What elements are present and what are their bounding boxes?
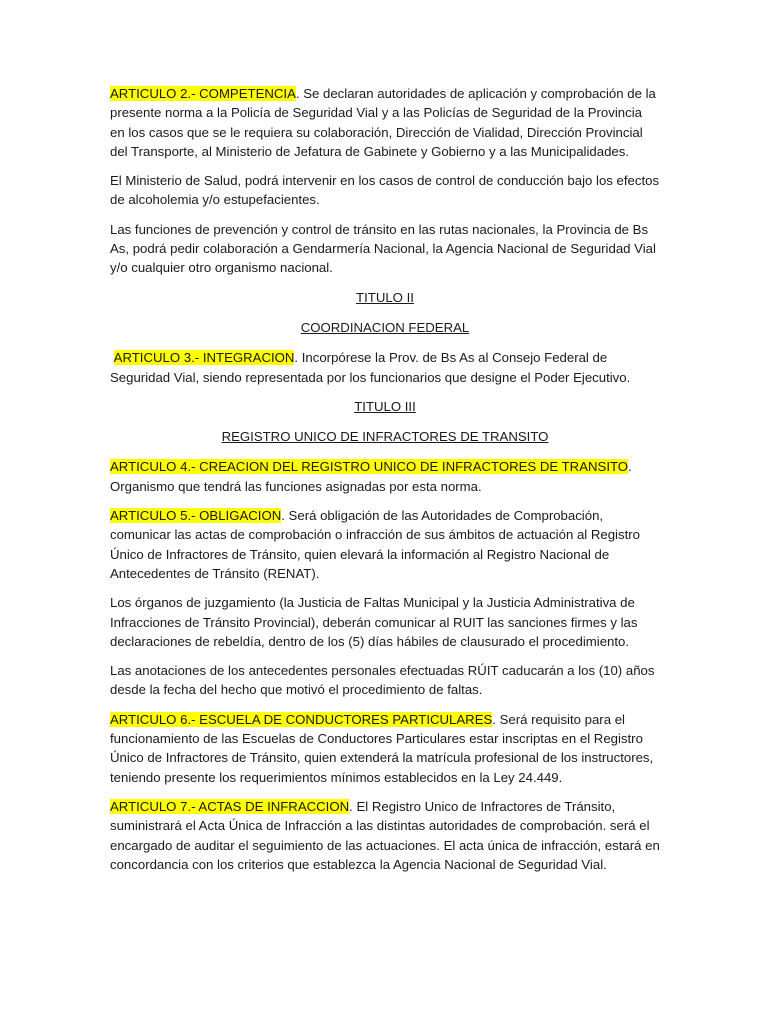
article-3-paragraph <box>110 348 660 387</box>
article-5-body: . Será obligación de las Autoridades de Comprobación, comunicar las actas de comprobación o infracción de sus ámbitos de actuación al Registro Único de Infractores de Tránsito, quien elevará la información al Registro Nacional de Antecedentes de Tránsito (RENAT). <box>110 508 640 581</box>
article-6-body: . Será requisito para el funcionamiento de las Escuelas de Conductores Particulares estar inscriptas en el Registro Único de Infractores de Tránsito, quien extenderá la matrícula profesional de los instructores, teniendo presente los requerimientos mínimos establecidos en la Ley 24.449. <box>110 711 654 785</box>
subtitle-2-text: COORDINACION FEDERAL <box>300 319 470 335</box>
subtitle-2 <box>110 318 660 337</box>
article-7-heading: ARTICULO 7.- ACTAS DE INFRACCION <box>110 798 350 814</box>
article-4-heading: ARTICULO 4.- CREACION DEL REGISTRO UNICO DE INFRACTORES DE TRANSITO <box>110 459 629 475</box>
subtitle-3-text: REGISTRO UNICO DE INFRACTORES DE TRANSITO <box>221 429 549 445</box>
article-2-body: . Se declaran autoridades de aplicación y comprobación de la presente norma a la Policía de Seguridad Vial y a las Policías de Seguridad de la Provincia en los casos que se le requiera su colaboración, Dirección de Vialidad, Dirección Provincial del Transporte, al Ministerio de Jefatura de Gabinete y Gobierno y a las Municipalidades. <box>110 86 656 159</box>
article-2-heading: ARTICULO 2.- COMPETENCIA <box>110 86 296 101</box>
article-6-paragraph <box>110 710 660 787</box>
article-4-body: . Organismo que tendrá las funciones asignadas por esta norma. <box>110 459 632 494</box>
title-3 <box>110 397 660 416</box>
article-3-heading: ARTICULO 3.- INTEGRACION <box>113 350 295 366</box>
article-3-body: . Incorpórese la Prov. de Bs As al Consejo Federal de Seguridad Vial, siendo representada por los funcionarios que designe el Poder Ejecutivo. <box>110 350 631 385</box>
article-5-paragraph <box>110 506 660 583</box>
article-7-body: . El Registro Unico de Infractores de Tránsito, suministrará el Acta Única de Infracción a las distintas autoridades de comprobación. será el encargado de auditar el seguimiento de las actuaciones. El acta única de infracción, estará en concordancia con los criterios que establezca la Agencia Nacional de Seguridad Vial. <box>110 798 660 872</box>
title-3-text: TITULO III <box>354 398 416 414</box>
article-2-paragraph <box>110 84 660 161</box>
annotations-paragraph: Las anotaciones de los antecedentes personales efectuadas RÚIT caducarán a los (10) años desde la fecha del hecho que motivó el procedimiento de faltas. <box>110 663 655 698</box>
document-page <box>110 84 660 884</box>
judging-bodies-paragraph: Los órganos de juzgamiento (la Justicia de Faltas Municipal y la Justicia Administrativa de Infracciones de Tránsito Provincial), deberán comunicar al RUIT las sanciones firmes y las declaraciones de rebeldía, dentro de los (5) días hábiles de clausurado el procedimiento. <box>110 595 638 649</box>
subtitle-3 <box>110 427 660 446</box>
title-2 <box>110 288 660 307</box>
health-ministry-paragraph: El Ministerio de Salud, podrá intervenir en los casos de control de conducción bajo los efectos de alcoholemia y/o estupefacientes. <box>110 173 660 208</box>
title-2-text: TITULO II <box>356 289 414 305</box>
article-4-paragraph <box>110 457 660 496</box>
national-routes-paragraph: Las funciones de prevención y control de tránsito en las rutas nacionales, la Provincia de Bs As, podrá pedir colaboración a Gendarmería Nacional, la Agencia Nacional de Seguridad Vial y/o cualquier otro organismo nacional. <box>110 221 656 276</box>
article-7-paragraph <box>110 797 660 874</box>
article-5-heading: ARTICULO 5.- OBLIGACION <box>110 508 282 524</box>
article-6-heading: ARTICULO 6.- ESCUELA DE CONDUCTORES PARTICULARES <box>110 711 493 727</box>
